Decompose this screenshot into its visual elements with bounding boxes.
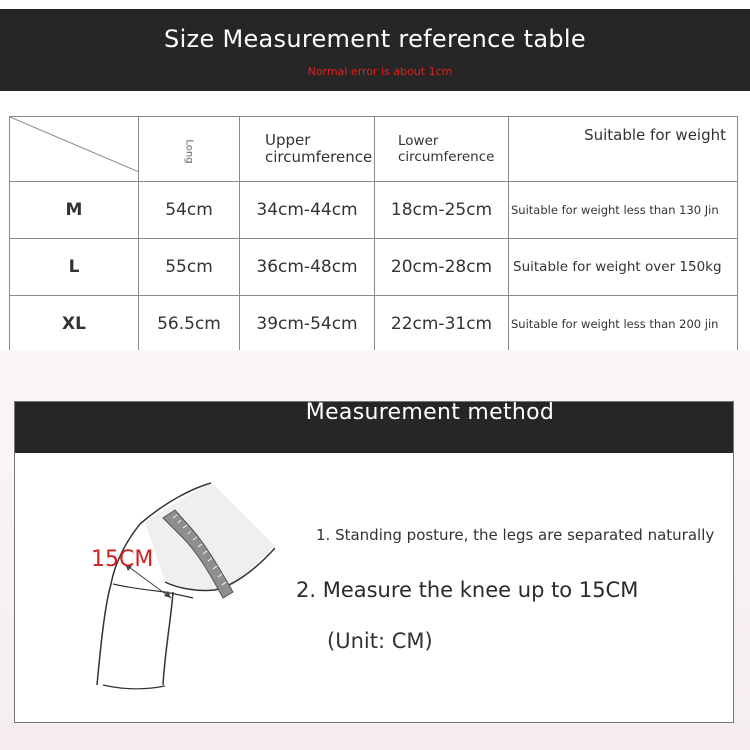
lower-value: 18cm-25cm [375, 182, 509, 239]
weight-value: Suitable for weight less than 200 jin [509, 296, 738, 353]
header-long [139, 117, 240, 182]
header-lower-line1: Lower [398, 133, 439, 149]
table-row [10, 239, 738, 296]
table-row [10, 182, 738, 239]
diagonal-divider [10, 117, 139, 172]
long-value: 54cm [139, 182, 240, 239]
error-note: Normal error is about 1cm [307, 65, 453, 78]
size-label: L [10, 239, 139, 296]
lower-value: 20cm-28cm [375, 239, 509, 296]
upper-value: 39cm-54cm [240, 296, 375, 353]
header-weight: Suitable for weight [509, 117, 738, 182]
method-title-bar [15, 402, 733, 453]
header-upper-line1: Upper [265, 131, 311, 149]
long-value: 55cm [139, 239, 240, 296]
method-title: Measurement method [305, 400, 555, 425]
header-long-label: Long [183, 139, 195, 164]
header-banner [0, 9, 750, 91]
weight-value: Suitable for weight over 150kg [509, 239, 738, 296]
table-header-row [10, 117, 738, 182]
upper-value: 34cm-44cm [240, 182, 375, 239]
page-title: Size Measurement reference table [164, 25, 586, 53]
size-table [9, 116, 738, 353]
header-lower-line2: circumference [398, 149, 495, 165]
upper-value: 36cm-48cm [240, 239, 375, 296]
unit-note: (Unit: CM) [327, 629, 433, 653]
knee-measurement-illustration [85, 480, 275, 695]
weight-value: Suitable for weight less than 130 Jin [509, 182, 738, 239]
measurement-method-panel [14, 401, 734, 723]
header-lower [375, 117, 509, 182]
corner-cell [10, 117, 139, 182]
header-upper [240, 117, 375, 182]
step-2-text: 2. Measure the knee up to 15CM [296, 578, 639, 602]
table-row [10, 296, 738, 353]
lower-value: 22cm-31cm [375, 296, 509, 353]
long-value: 56.5cm [139, 296, 240, 353]
measure-length-label: 15CM [91, 547, 154, 572]
step-1-text: 1. Standing posture, the legs are separated naturally [316, 526, 715, 544]
header-upper-line2: circumference [265, 148, 373, 166]
size-label: XL [10, 296, 139, 353]
size-label: M [10, 182, 139, 239]
